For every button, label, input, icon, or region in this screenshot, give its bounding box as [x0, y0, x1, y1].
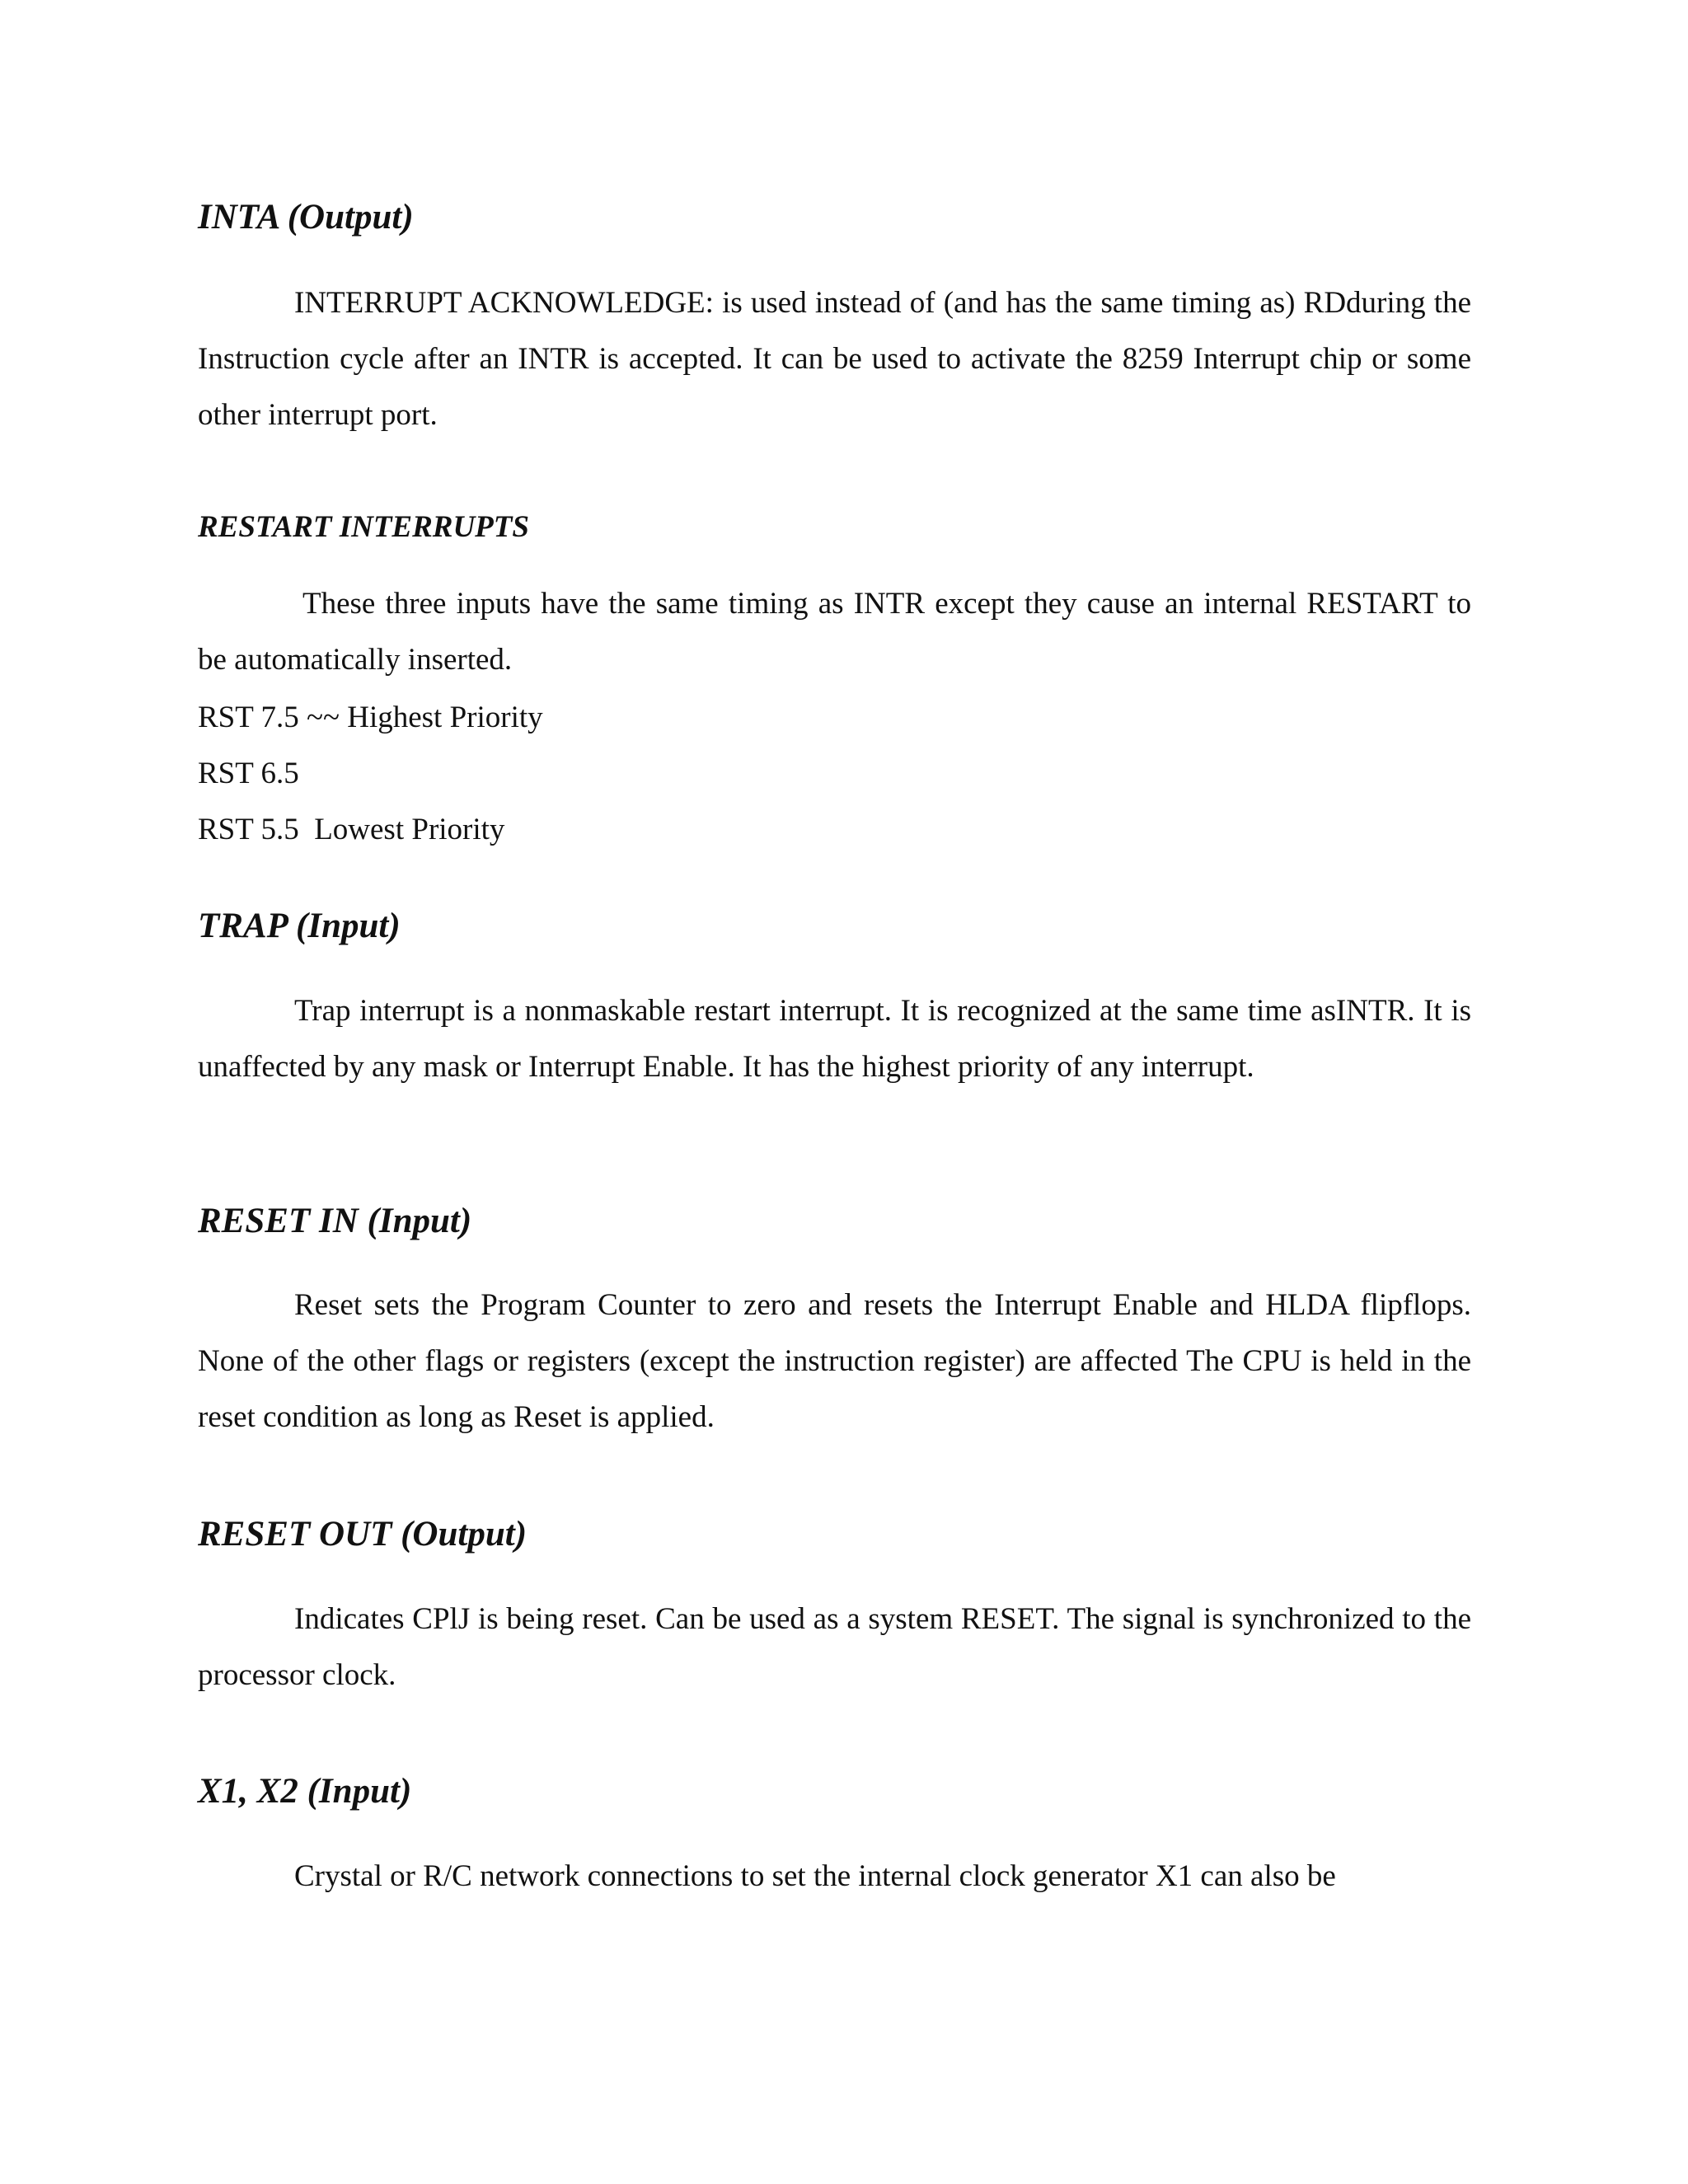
heading-restart-interrupts: RESTART INTERRUPTS	[198, 510, 529, 544]
heading-x1-x2: X1, X2 (Input)	[198, 1772, 412, 1811]
paragraph-restart-text: These three inputs have the same timing as INTR except they cause an internal RESTART to be automatically inserted.	[198, 587, 1471, 677]
heading-trap: TRAP (Input)	[198, 907, 401, 945]
paragraph-x1-x2	[198, 1849, 1471, 1905]
paragraph-reset-in-text: Reset sets the Program Counter to zero and resets the Interrupt Enable and HLDA flipflops. None of the other flags or registers (except the instruction register) are affected The CPU is held in the reset condition as long as Reset is applied.	[198, 1288, 1471, 1434]
paragraph-trap	[198, 983, 1471, 1095]
paragraph-trap-text: Trap interrupt is a nonmaskable restart interrupt. It is recognized at the same time asINTR. It is unaffected by any mask or Interrupt Enable. It has the highest priority of any interrupt.	[198, 994, 1471, 1084]
paragraph-reset-out	[198, 1591, 1471, 1704]
rst-5-5-line: RST 5.5 Lowest Priority	[198, 813, 505, 846]
paragraph-x1-x2-text: Crystal or R/C network connections to set the internal clock generator X1 can also be	[294, 1859, 1336, 1893]
rst-7-5-line: RST 7.5 ~~ Highest Priority	[198, 701, 543, 734]
heading-reset-out: RESET OUT (Output)	[198, 1515, 528, 1554]
heading-inta: INTA (Output)	[198, 198, 414, 237]
paragraph-inta	[198, 275, 1471, 443]
paragraph-inta-text: INTERRUPT ACKNOWLEDGE: is used instead of (and has the same timing as) RDduring the Instruction cycle after an INTR is accepted. It can be used to activate the 8259 Interrupt chip or some other interrupt port.	[198, 286, 1471, 432]
rst-6-5-line: RST 6.5	[198, 757, 299, 790]
heading-reset-in: RESET IN (Input)	[198, 1202, 472, 1240]
paragraph-reset-out-text: Indicates CPlJ is being reset. Can be used as a system RESET. The signal is synchronized to the processor clock.	[198, 1602, 1471, 1692]
paragraph-reset-in	[198, 1277, 1471, 1446]
paragraph-restart	[198, 576, 1471, 688]
